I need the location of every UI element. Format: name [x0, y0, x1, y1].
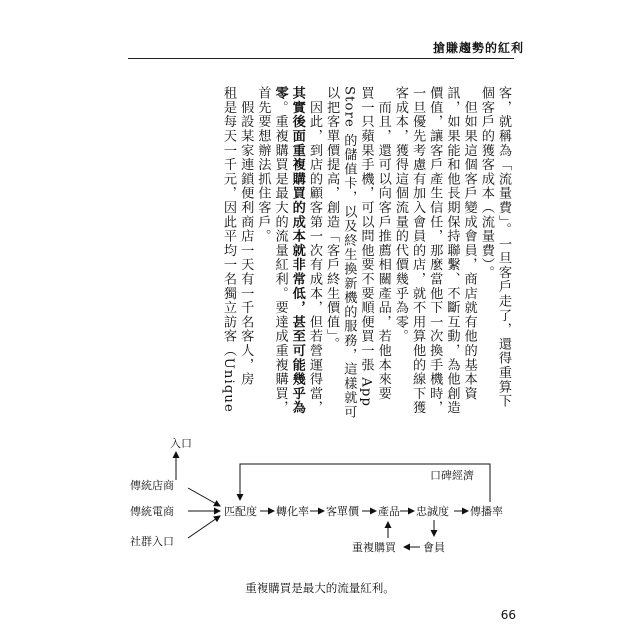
page-number: 66 [500, 608, 516, 622]
text-column: 價值，讓客戶產生信任，那麼當他下一次換手機時， [427, 86, 443, 415]
text-column: Store 的儲值卡，以及終生換新機的服務，這樣就可 [341, 86, 357, 420]
bold-text: 零 [272, 86, 288, 101]
node-order-value: 客單價 [326, 505, 359, 518]
repeat-purchase-label: 重複購買 [352, 541, 396, 554]
source-arrow [188, 516, 220, 538]
entry-label: 入口 [170, 437, 192, 450]
text-column: 一旦優先考慮有加入會員的店，就不用算他的線下獲 [410, 86, 426, 415]
text-column: 首先要想辦法抓住客戶。 [255, 86, 271, 244]
text-column: 而且，還可以向客戶推薦相關產品，若他本來要 [375, 86, 391, 401]
running-header: 搶賺趨勢的紅利 [432, 41, 524, 55]
node-spread: 傳播率 [470, 505, 503, 518]
text-column: 以把客單價提高，創造「客戶終生價值」。 [324, 86, 340, 352]
regular-text: 。重複購買是最大的流量紅利。要達成重複購買， [272, 100, 288, 415]
bold-text: 其實後面重複購買的成本就非常低，甚至可能幾乎為 [289, 86, 305, 415]
source-label: 傳統電商 [130, 505, 174, 518]
text-column: 假設某家連鎖便利商店一天有一千名客人，房 [238, 86, 254, 387]
source-label: 傳統店商 [130, 479, 174, 492]
text-column: 個客戶的獲客成本（流量費）。 [478, 86, 494, 280]
text-column: 因此，到店的顧客第一次有成本，但若營運得當， [306, 86, 322, 415]
header-rule [128, 58, 514, 59]
member-label: 會員 [423, 541, 445, 554]
text-column: 租是每天一千元，因此平均一名獨立訪客（Unique [221, 86, 236, 413]
figure-caption: 重複購買是最大的流量紅利。 [245, 581, 395, 595]
text-column: 客，就稱為「流量費」。一旦客戶走了，還得重算下 [496, 86, 511, 409]
text-column-mixed [269, 86, 286, 426]
source-label: 社群入口 [130, 535, 174, 548]
text-column: 訊，如果能和他長期保持聯繫、不斷互動，為他創造 [444, 86, 460, 415]
node-conversion: 轉化率 [276, 505, 309, 518]
body-text [132, 86, 510, 426]
text-column-bold [287, 86, 304, 426]
text-column: 但如果這個客戶變成會員，商店就有他的基本資 [461, 86, 477, 401]
word-of-mouth-label: 口碑經濟 [430, 469, 474, 482]
node-product: 產品 [378, 505, 400, 518]
flow-diagram [130, 438, 510, 578]
node-match: 匹配度 [224, 505, 257, 518]
diagram-lines [130, 438, 510, 578]
node-loyalty: 忠誠度 [416, 505, 449, 518]
text-column: 買一只蘋果手機，可以問他要不要順便買一張 App [358, 86, 374, 407]
text-column: 客成本，獲得這個流量的代價幾乎為零。 [392, 86, 408, 344]
source-arrow [188, 488, 220, 506]
